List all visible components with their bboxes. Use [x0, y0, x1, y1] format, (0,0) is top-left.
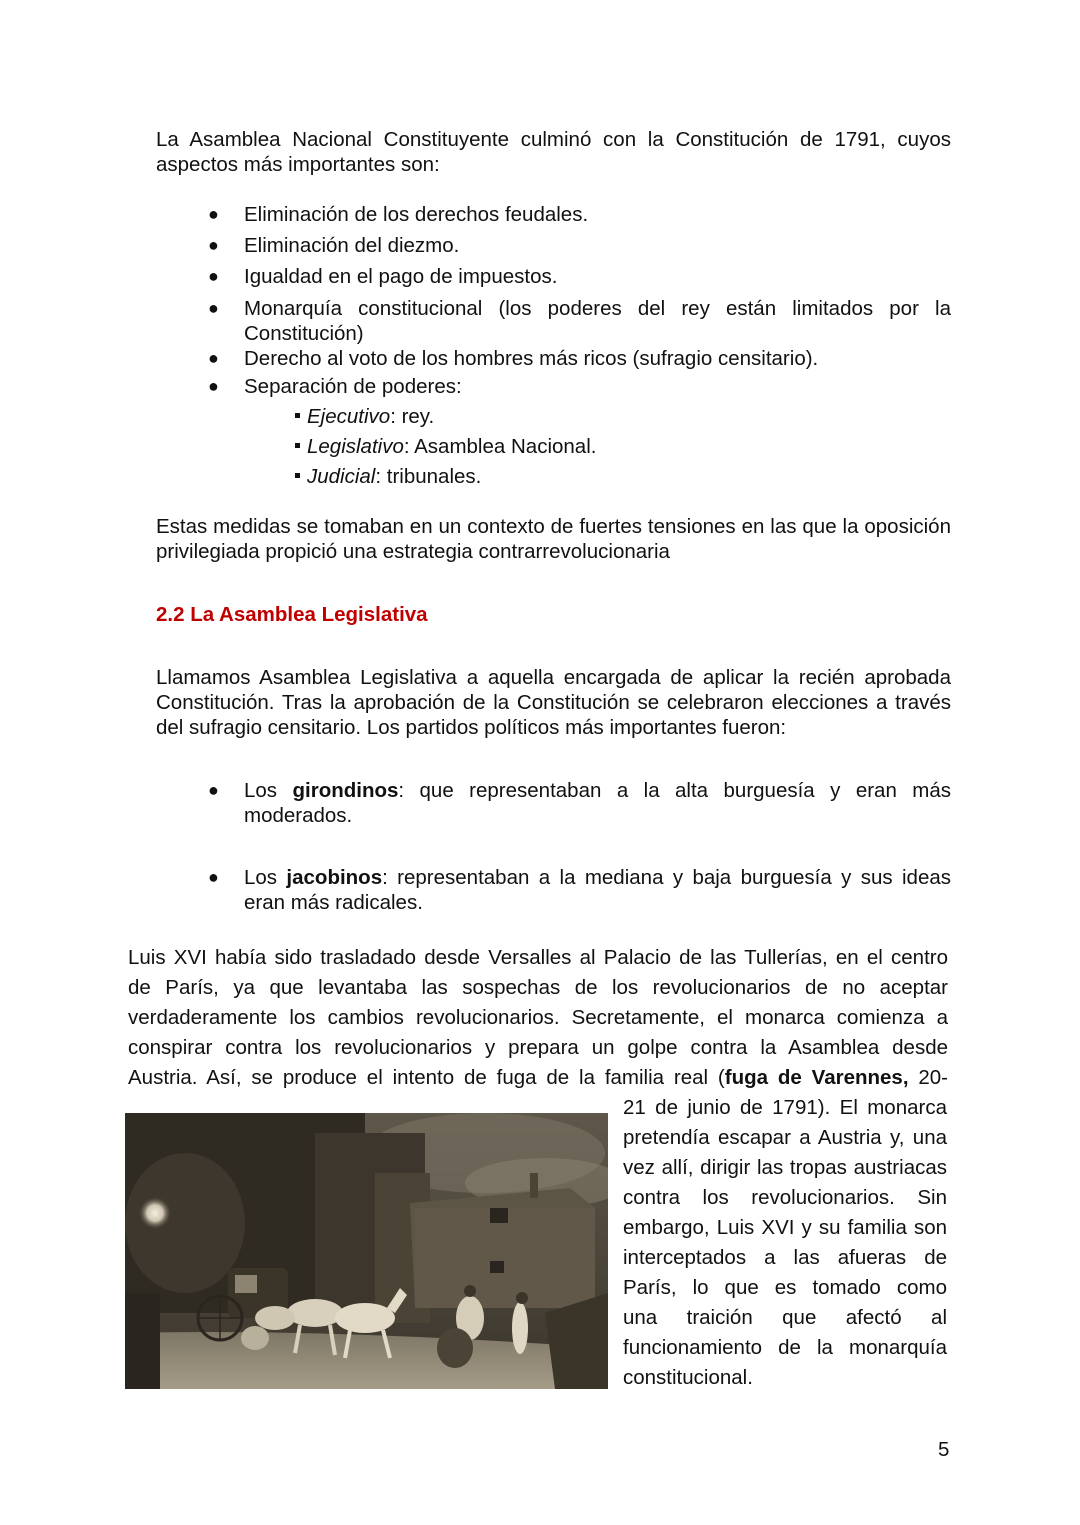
list-item [208, 346, 951, 371]
list-item-text: Monarquía constitucional (los poderes del rey están limitados por la Constitución) [244, 297, 951, 345]
list-item-text: Derecho al voto de los hombres más ricos (sufragio censitario). [244, 347, 819, 370]
side-line: pretendía escapar a Austria y, una [623, 1126, 947, 1149]
paragraph-line: verdaderamente los cambios revolucionarios. Secretamente, el monarca comienza a [128, 1006, 948, 1029]
tensions-paragraph [156, 514, 951, 564]
power-value: : rey. [390, 405, 435, 428]
intro-paragraph [156, 127, 951, 177]
square-bullet-icon [295, 473, 300, 478]
section-intro-paragraph [156, 665, 951, 740]
sub-list-item [295, 464, 481, 489]
list-item-text: Eliminación de los derechos feudales. [244, 203, 589, 226]
party-name: jacobinos [286, 866, 383, 889]
bullet-icon: ● [208, 376, 219, 396]
party-name: girondinos [292, 779, 399, 802]
list-item [208, 374, 951, 399]
list-item-text: Separación de poderes: [244, 375, 462, 398]
bullet-icon: ● [208, 298, 219, 318]
list-item-girondinos [208, 778, 952, 828]
list-item-text: Igualdad en el pago de impuestos. [244, 265, 558, 288]
section-intro-text: Llamamos Asamblea Legislativa a aquella encargada de aplicar la recién aprobada Constitución. Tras la aprobación de la Constitución se celebraron elecciones a través del sufragio censitario. Los partidos políticos más importantes fueron: [156, 666, 951, 739]
engraving-illustration [125, 1113, 608, 1389]
side-line: funcionamiento de la monarquía [623, 1336, 947, 1359]
power-term: Legislativo [307, 435, 404, 458]
paragraph-line: Luis XVI había sido trasladado desde Versalles al Palacio de las Tullerías, en el centro [128, 946, 948, 969]
party-prefix: Los [244, 779, 293, 802]
side-line: contra los revolucionarios. Sin [623, 1186, 947, 1209]
tensions-text: Estas medidas se tomaban en un contexto de fuertes tensiones en las que la oposición privilegiada propició una estrategia contrarrevolucionaria [156, 515, 951, 563]
side-line: interceptados a las afueras de [623, 1246, 947, 1269]
sub-list-item [295, 404, 434, 429]
power-value: : tribunales. [375, 465, 482, 488]
paragraph-line: conspirar contra los revolucionarios y prepara un golpe contra la Asamblea desde [128, 1036, 948, 1059]
list-item [208, 202, 951, 227]
page-number: 5 [938, 1438, 950, 1461]
section-heading: 2.2 La Asamblea Legislativa [156, 603, 428, 626]
square-bullet-icon [295, 443, 300, 448]
sub-list-item [295, 434, 596, 459]
intro-text: La Asamblea Nacional Constituyente culminó con la Constitución de 1791, cuyos aspectos más importantes son: [156, 128, 951, 176]
side-line: 21 de junio de 1791). El monarca [623, 1096, 947, 1119]
list-item-jacobinos [208, 865, 951, 915]
side-line: constitucional. [623, 1366, 753, 1389]
bullet-icon: ● [208, 266, 219, 286]
bullet-icon: ● [208, 867, 219, 887]
side-line: vez allí, dirigir las tropas austriacas [623, 1156, 947, 1179]
list-item-text: Eliminación del diezmo. [244, 234, 460, 257]
line-text: Austria. Así, se produce el intento de fuga de la familia real ( [128, 1066, 725, 1089]
power-term: Judicial [307, 465, 376, 488]
line-bold-text: fuga de Varennes, [724, 1066, 909, 1089]
side-line: embargo, Luis XVI y su familia son [623, 1216, 947, 1239]
line-text: 20- [908, 1066, 948, 1089]
list-item [208, 264, 951, 289]
power-value: : Asamblea Nacional. [403, 435, 597, 458]
varennes-engraving-image [125, 1113, 608, 1389]
bullet-icon: ● [208, 204, 219, 224]
side-line: una traición que afectó al [623, 1306, 947, 1329]
list-item [208, 296, 951, 346]
party-description: : que representaban a la alta burguesía y eran más moderados. [244, 779, 952, 827]
list-item [208, 233, 951, 258]
party-prefix: Los [244, 866, 287, 889]
square-bullet-icon [295, 413, 300, 418]
paragraph-line: de París, ya que levantaba las sospechas de los revolucionarios de no aceptar [128, 976, 948, 999]
bullet-icon: ● [208, 348, 219, 368]
bullet-icon: ● [208, 235, 219, 255]
paragraph-line [128, 1063, 948, 1093]
party-description: : representaban a la mediana y baja burguesía y sus ideas eran más radicales. [244, 866, 951, 914]
bullet-icon: ● [208, 780, 219, 800]
power-term: Ejecutivo [307, 405, 391, 428]
side-line: París, lo que es tomado como [623, 1276, 947, 1299]
